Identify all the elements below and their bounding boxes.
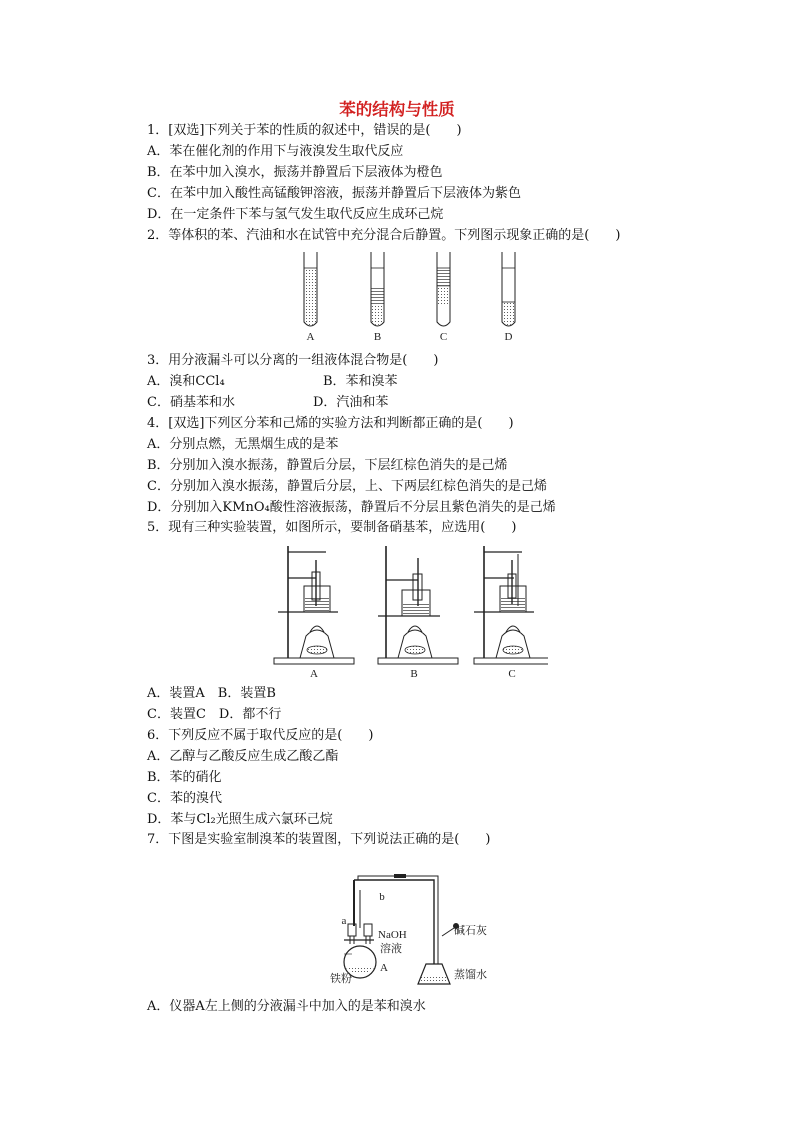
q3-stem: 3．用分液漏斗可以分离的一组液体混合物是( ): [147, 353, 439, 368]
q6-stem: 6．下列反应不属于取代反应的是( ): [147, 728, 374, 743]
apparatus-a: [274, 546, 354, 664]
q5-label-c: C: [508, 668, 516, 680]
test-tube-b: [371, 252, 384, 326]
q6-option-c: C．苯的溴代: [147, 791, 222, 806]
q7-stem: 7．下图是实验室制溴苯的装置图，下列说法正确的是( ): [147, 832, 491, 847]
q4-option-b: B．分别加入溴水振荡，静置后分层，下层红棕色消失的是己烯: [147, 458, 508, 473]
q7-label-b: b: [379, 891, 385, 903]
q7-label-naoh: NaOH: [378, 929, 407, 941]
q4-option-a: A．分别点燃，无黑烟生成的是苯: [147, 437, 339, 452]
q7-bromobenzene-apparatus-figure: [330, 868, 500, 994]
apparatus-b: [378, 546, 458, 664]
q1-stem: 1．[双选]下列关于苯的性质的叙述中，错误的是( ): [147, 123, 462, 138]
test-tube-c: [437, 252, 450, 326]
q7-label-iron-powder: 铁粉: [330, 973, 352, 985]
page-title: 苯的结构与性质: [339, 100, 455, 119]
q5-options-cd: C．装置C D．都不行: [147, 707, 282, 722]
q6-option-a: A．乙醇与乙酸反应生成乙酸乙酯: [147, 749, 339, 764]
q4-stem: 4．[双选]下列区分苯和己烯的实验方法和判断都正确的是( ): [147, 416, 514, 431]
q3-option-a: A．溴和CCl₄: [147, 374, 225, 389]
q2-label-d: D: [504, 331, 513, 343]
q3-option-d: D．汽油和苯: [313, 395, 389, 410]
test-tube-a: [304, 252, 317, 326]
q2-label-a: A: [306, 331, 315, 343]
q2-label-b: B: [373, 331, 382, 343]
apparatus-c: [474, 546, 548, 664]
q1-option-d: D．在一定条件下苯与氢气发生取代反应生成环己烷: [147, 207, 444, 222]
q3-option-b: B．苯和溴苯: [323, 374, 398, 389]
q5-label-a: A: [310, 668, 318, 680]
q5-options-ab: A．装置A B．装置B: [147, 686, 276, 701]
q6-option-d: D．苯与Cl₂光照生成六氯环己烷: [147, 812, 333, 827]
q1-option-b: B．在苯中加入溴水，振荡并静置后下层液体为橙色: [147, 165, 443, 180]
q7-label-distilled-water: 蒸馏水: [454, 969, 487, 981]
q7-label-soda-lime: 碱石灰: [454, 925, 487, 937]
q1-option-a: A．苯在催化剂的作用下与液溴发生取代反应: [147, 144, 404, 159]
q3-option-c: C．硝基苯和水: [147, 395, 235, 410]
q2-test-tubes-figure: [290, 248, 530, 350]
q5-label-b: B: [410, 668, 418, 680]
q2-stem: 2．等体积的苯、汽油和水在试管中充分混合后静置。下列图示现象正确的是( ): [147, 228, 621, 243]
q7-label-flask-a: A: [380, 962, 388, 974]
q7-label-solution: 溶液: [380, 943, 402, 955]
q7-label-a: a: [341, 915, 347, 927]
q6-option-b: B．苯的硝化: [147, 770, 222, 785]
q4-option-d: D．分别加入KMnO₄酸性溶液振荡，静置后不分层且紫色消失的是己烯: [147, 500, 556, 515]
q7-option-a: A．仪器A左上侧的分液漏斗中加入的是苯和溴水: [147, 999, 426, 1014]
q5-apparatus-figure: [268, 540, 548, 686]
q1-option-c: C．在苯中加入酸性高锰酸钾溶液，振荡并静置后下层液体为紫色: [147, 186, 521, 201]
test-tube-d: [502, 252, 515, 326]
q5-stem: 5．现有三种实验装置，如图所示，要制备硝基苯，应选用( ): [147, 520, 517, 535]
q4-option-c: C．分别加入溴水振荡，静置后分层，上、下两层红棕色消失的是己烯: [147, 479, 547, 494]
q2-label-c: C: [439, 331, 448, 343]
